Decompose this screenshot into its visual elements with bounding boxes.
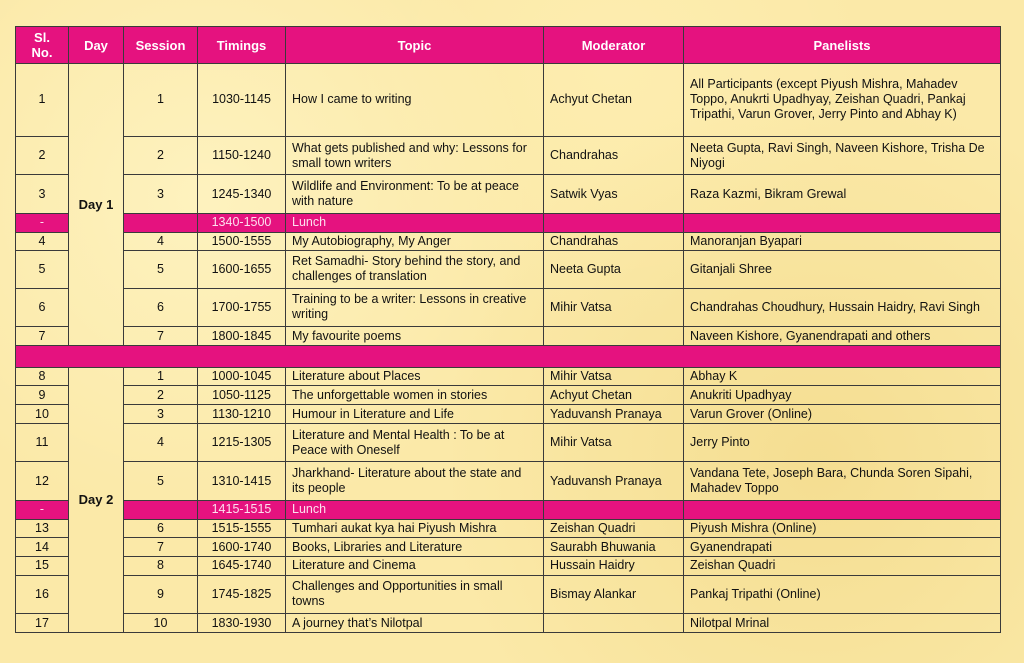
timings-cell: 1310-1415 <box>198 462 286 500</box>
moderator-cell: Bismay Alankar <box>544 575 684 613</box>
topic-cell: Jharkhand- Literature about the state and its people <box>286 462 544 500</box>
sl-no-cell: 16 <box>16 575 69 613</box>
session-row <box>16 251 1001 288</box>
sl-no-cell: 8 <box>16 367 69 386</box>
session-row <box>16 538 1001 557</box>
schedule-table <box>15 26 1001 633</box>
topic-cell: A journey that’s Nilotpal <box>286 614 544 633</box>
sl-no-cell: 3 <box>16 175 69 213</box>
col-header-moderator: Moderator <box>544 27 684 64</box>
moderator-cell <box>544 327 684 346</box>
topic-cell: The unforgettable women in stories <box>286 386 544 405</box>
col-header-session: Session <box>124 27 198 64</box>
topic-cell: Training to be a writer: Lessons in creative writing <box>286 288 544 326</box>
topic-cell: Lunch <box>286 213 544 232</box>
lunch-row <box>16 500 1001 519</box>
timings-cell: 1150-1240 <box>198 136 286 174</box>
moderator-cell: Achyut Chetan <box>544 386 684 405</box>
panelists-cell: Nilotpal Mrinal <box>684 614 1001 633</box>
session-cell: 9 <box>124 575 198 613</box>
topic-cell: Literature and Cinema <box>286 556 544 575</box>
session-row <box>16 519 1001 538</box>
panelists-cell: Raza Kazmi, Bikram Grewal <box>684 175 1001 213</box>
panelists-cell: Piyush Mishra (Online) <box>684 519 1001 538</box>
topic-cell: Literature about Places <box>286 367 544 386</box>
sl-no-cell: 12 <box>16 462 69 500</box>
sl-no-cell: 17 <box>16 614 69 633</box>
timings-cell: 1340-1500 <box>198 213 286 232</box>
session-row <box>16 175 1001 213</box>
moderator-cell <box>544 614 684 633</box>
topic-cell: My Autobiography, My Anger <box>286 232 544 251</box>
sl-no-cell: 6 <box>16 288 69 326</box>
day-separator <box>16 345 1001 367</box>
moderator-cell: Zeishan Quadri <box>544 519 684 538</box>
session-row <box>16 136 1001 174</box>
moderator-cell: Hussain Haidry <box>544 556 684 575</box>
session-cell: 3 <box>124 405 198 424</box>
sl-no-cell: 7 <box>16 327 69 346</box>
moderator-cell: Yaduvansh Pranaya <box>544 462 684 500</box>
panelists-cell: Zeishan Quadri <box>684 556 1001 575</box>
session-cell: 10 <box>124 614 198 633</box>
moderator-cell: Mihir Vatsa <box>544 288 684 326</box>
sl-no-cell: 1 <box>16 64 69 137</box>
moderator-cell: Mihir Vatsa <box>544 367 684 386</box>
sl-no-cell: 5 <box>16 251 69 288</box>
col-header-timings: Timings <box>198 27 286 64</box>
sl-no-cell: 13 <box>16 519 69 538</box>
sl-no-cell: - <box>16 213 69 232</box>
topic-cell: How I came to writing <box>286 64 544 137</box>
sl-no-cell: 11 <box>16 423 69 461</box>
topic-cell: Wildlife and Environment: To be at peace with nature <box>286 175 544 213</box>
session-cell: 4 <box>124 423 198 461</box>
header-row <box>16 27 1001 64</box>
panelists-cell: Anukriti Upadhyay <box>684 386 1001 405</box>
timings-cell: 1130-1210 <box>198 405 286 424</box>
session-row <box>16 232 1001 251</box>
panelists-cell: Jerry Pinto <box>684 423 1001 461</box>
col-header-panelists: Panelists <box>684 27 1001 64</box>
sl-no-cell: - <box>16 500 69 519</box>
timings-cell: 1000-1045 <box>198 367 286 386</box>
timings-cell: 1215-1305 <box>198 423 286 461</box>
session-cell: 7 <box>124 538 198 557</box>
topic-cell: Challenges and Opportunities in small towns <box>286 575 544 613</box>
timings-cell: 1050-1125 <box>198 386 286 405</box>
panelists-cell: Vandana Tete, Joseph Bara, Chunda Soren Sipahi, Mahadev Toppo <box>684 462 1001 500</box>
timings-cell: 1415-1515 <box>198 500 286 519</box>
session-cell: 1 <box>124 64 198 137</box>
timings-cell: 1515-1555 <box>198 519 286 538</box>
col-header-day: Day <box>69 27 124 64</box>
topic-cell: Lunch <box>286 500 544 519</box>
session-row <box>16 367 1001 386</box>
session-cell <box>124 500 198 519</box>
session-cell: 5 <box>124 251 198 288</box>
moderator-cell: Chandrahas <box>544 136 684 174</box>
timings-cell: 1745-1825 <box>198 575 286 613</box>
moderator-cell: Satwik Vyas <box>544 175 684 213</box>
moderator-cell: Mihir Vatsa <box>544 423 684 461</box>
moderator-cell: Achyut Chetan <box>544 64 684 137</box>
session-row <box>16 556 1001 575</box>
sl-no-cell: 15 <box>16 556 69 575</box>
session-row <box>16 64 1001 137</box>
panelists-cell: All Participants (except Piyush Mishra, Mahadev Toppo, Anukrti Upadhyay, Zeishan Quadri, Pankaj Tripathi, Varun Grover, Jerry Pinto and Abhay K) <box>684 64 1001 137</box>
panelists-cell: Pankaj Tripathi (Online) <box>684 575 1001 613</box>
timings-cell: 1030-1145 <box>198 64 286 137</box>
topic-cell: Books, Libraries and Literature <box>286 538 544 557</box>
session-row <box>16 575 1001 613</box>
session-cell: 4 <box>124 232 198 251</box>
moderator-cell: Saurabh Bhuwania <box>544 538 684 557</box>
moderator-cell <box>544 500 684 519</box>
topic-cell: What gets published and why: Lessons for small town writers <box>286 136 544 174</box>
topic-cell: Tumhari aukat kya hai Piyush Mishra <box>286 519 544 538</box>
session-cell: 6 <box>124 288 198 326</box>
session-cell: 5 <box>124 462 198 500</box>
panelists-cell <box>684 213 1001 232</box>
panelists-cell: Manoranjan Byapari <box>684 232 1001 251</box>
day-1-label: Day 1 <box>69 64 124 346</box>
session-row <box>16 614 1001 633</box>
timings-cell: 1800-1845 <box>198 327 286 346</box>
topic-cell: Humour in Literature and Life <box>286 405 544 424</box>
panelists-cell: Chandrahas Choudhury, Hussain Haidry, Ravi Singh <box>684 288 1001 326</box>
panelists-cell: Gyanendrapati <box>684 538 1001 557</box>
session-cell: 6 <box>124 519 198 538</box>
sl-no-cell: 10 <box>16 405 69 424</box>
panelists-cell: Gitanjali Shree <box>684 251 1001 288</box>
timings-cell: 1245-1340 <box>198 175 286 213</box>
sl-no-cell: 14 <box>16 538 69 557</box>
timings-cell: 1600-1655 <box>198 251 286 288</box>
moderator-cell <box>544 213 684 232</box>
session-cell <box>124 213 198 232</box>
lunch-row <box>16 213 1001 232</box>
session-row <box>16 423 1001 461</box>
sl-no-cell: 2 <box>16 136 69 174</box>
panelists-cell: Naveen Kishore, Gyanendrapati and others <box>684 327 1001 346</box>
session-cell: 1 <box>124 367 198 386</box>
session-cell: 7 <box>124 327 198 346</box>
topic-cell: Ret Samadhi- Story behind the story, and challenges of translation <box>286 251 544 288</box>
session-row <box>16 462 1001 500</box>
panelists-cell <box>684 500 1001 519</box>
session-cell: 8 <box>124 556 198 575</box>
session-cell: 3 <box>124 175 198 213</box>
schedule-body <box>16 64 1001 633</box>
moderator-cell: Chandrahas <box>544 232 684 251</box>
moderator-cell: Neeta Gupta <box>544 251 684 288</box>
panelists-cell: Neeta Gupta, Ravi Singh, Naveen Kishore, Trisha De Niyogi <box>684 136 1001 174</box>
day-2-label: Day 2 <box>69 367 124 632</box>
col-header-topic: Topic <box>286 27 544 64</box>
topic-cell: My favourite poems <box>286 327 544 346</box>
timings-cell: 1600-1740 <box>198 538 286 557</box>
session-row <box>16 386 1001 405</box>
session-row <box>16 327 1001 346</box>
session-cell: 2 <box>124 386 198 405</box>
panelists-cell: Abhay K <box>684 367 1001 386</box>
topic-cell: Literature and Mental Health : To be at Peace with Oneself <box>286 423 544 461</box>
moderator-cell: Yaduvansh Pranaya <box>544 405 684 424</box>
col-header-slno: Sl. No. <box>16 27 69 64</box>
timings-cell: 1700-1755 <box>198 288 286 326</box>
session-row <box>16 405 1001 424</box>
session-row <box>16 288 1001 326</box>
sl-no-cell: 9 <box>16 386 69 405</box>
sl-no-cell: 4 <box>16 232 69 251</box>
session-cell: 2 <box>124 136 198 174</box>
day-separator-row <box>16 345 1001 367</box>
panelists-cell: Varun Grover (Online) <box>684 405 1001 424</box>
timings-cell: 1500-1555 <box>198 232 286 251</box>
timings-cell: 1830-1930 <box>198 614 286 633</box>
timings-cell: 1645-1740 <box>198 556 286 575</box>
